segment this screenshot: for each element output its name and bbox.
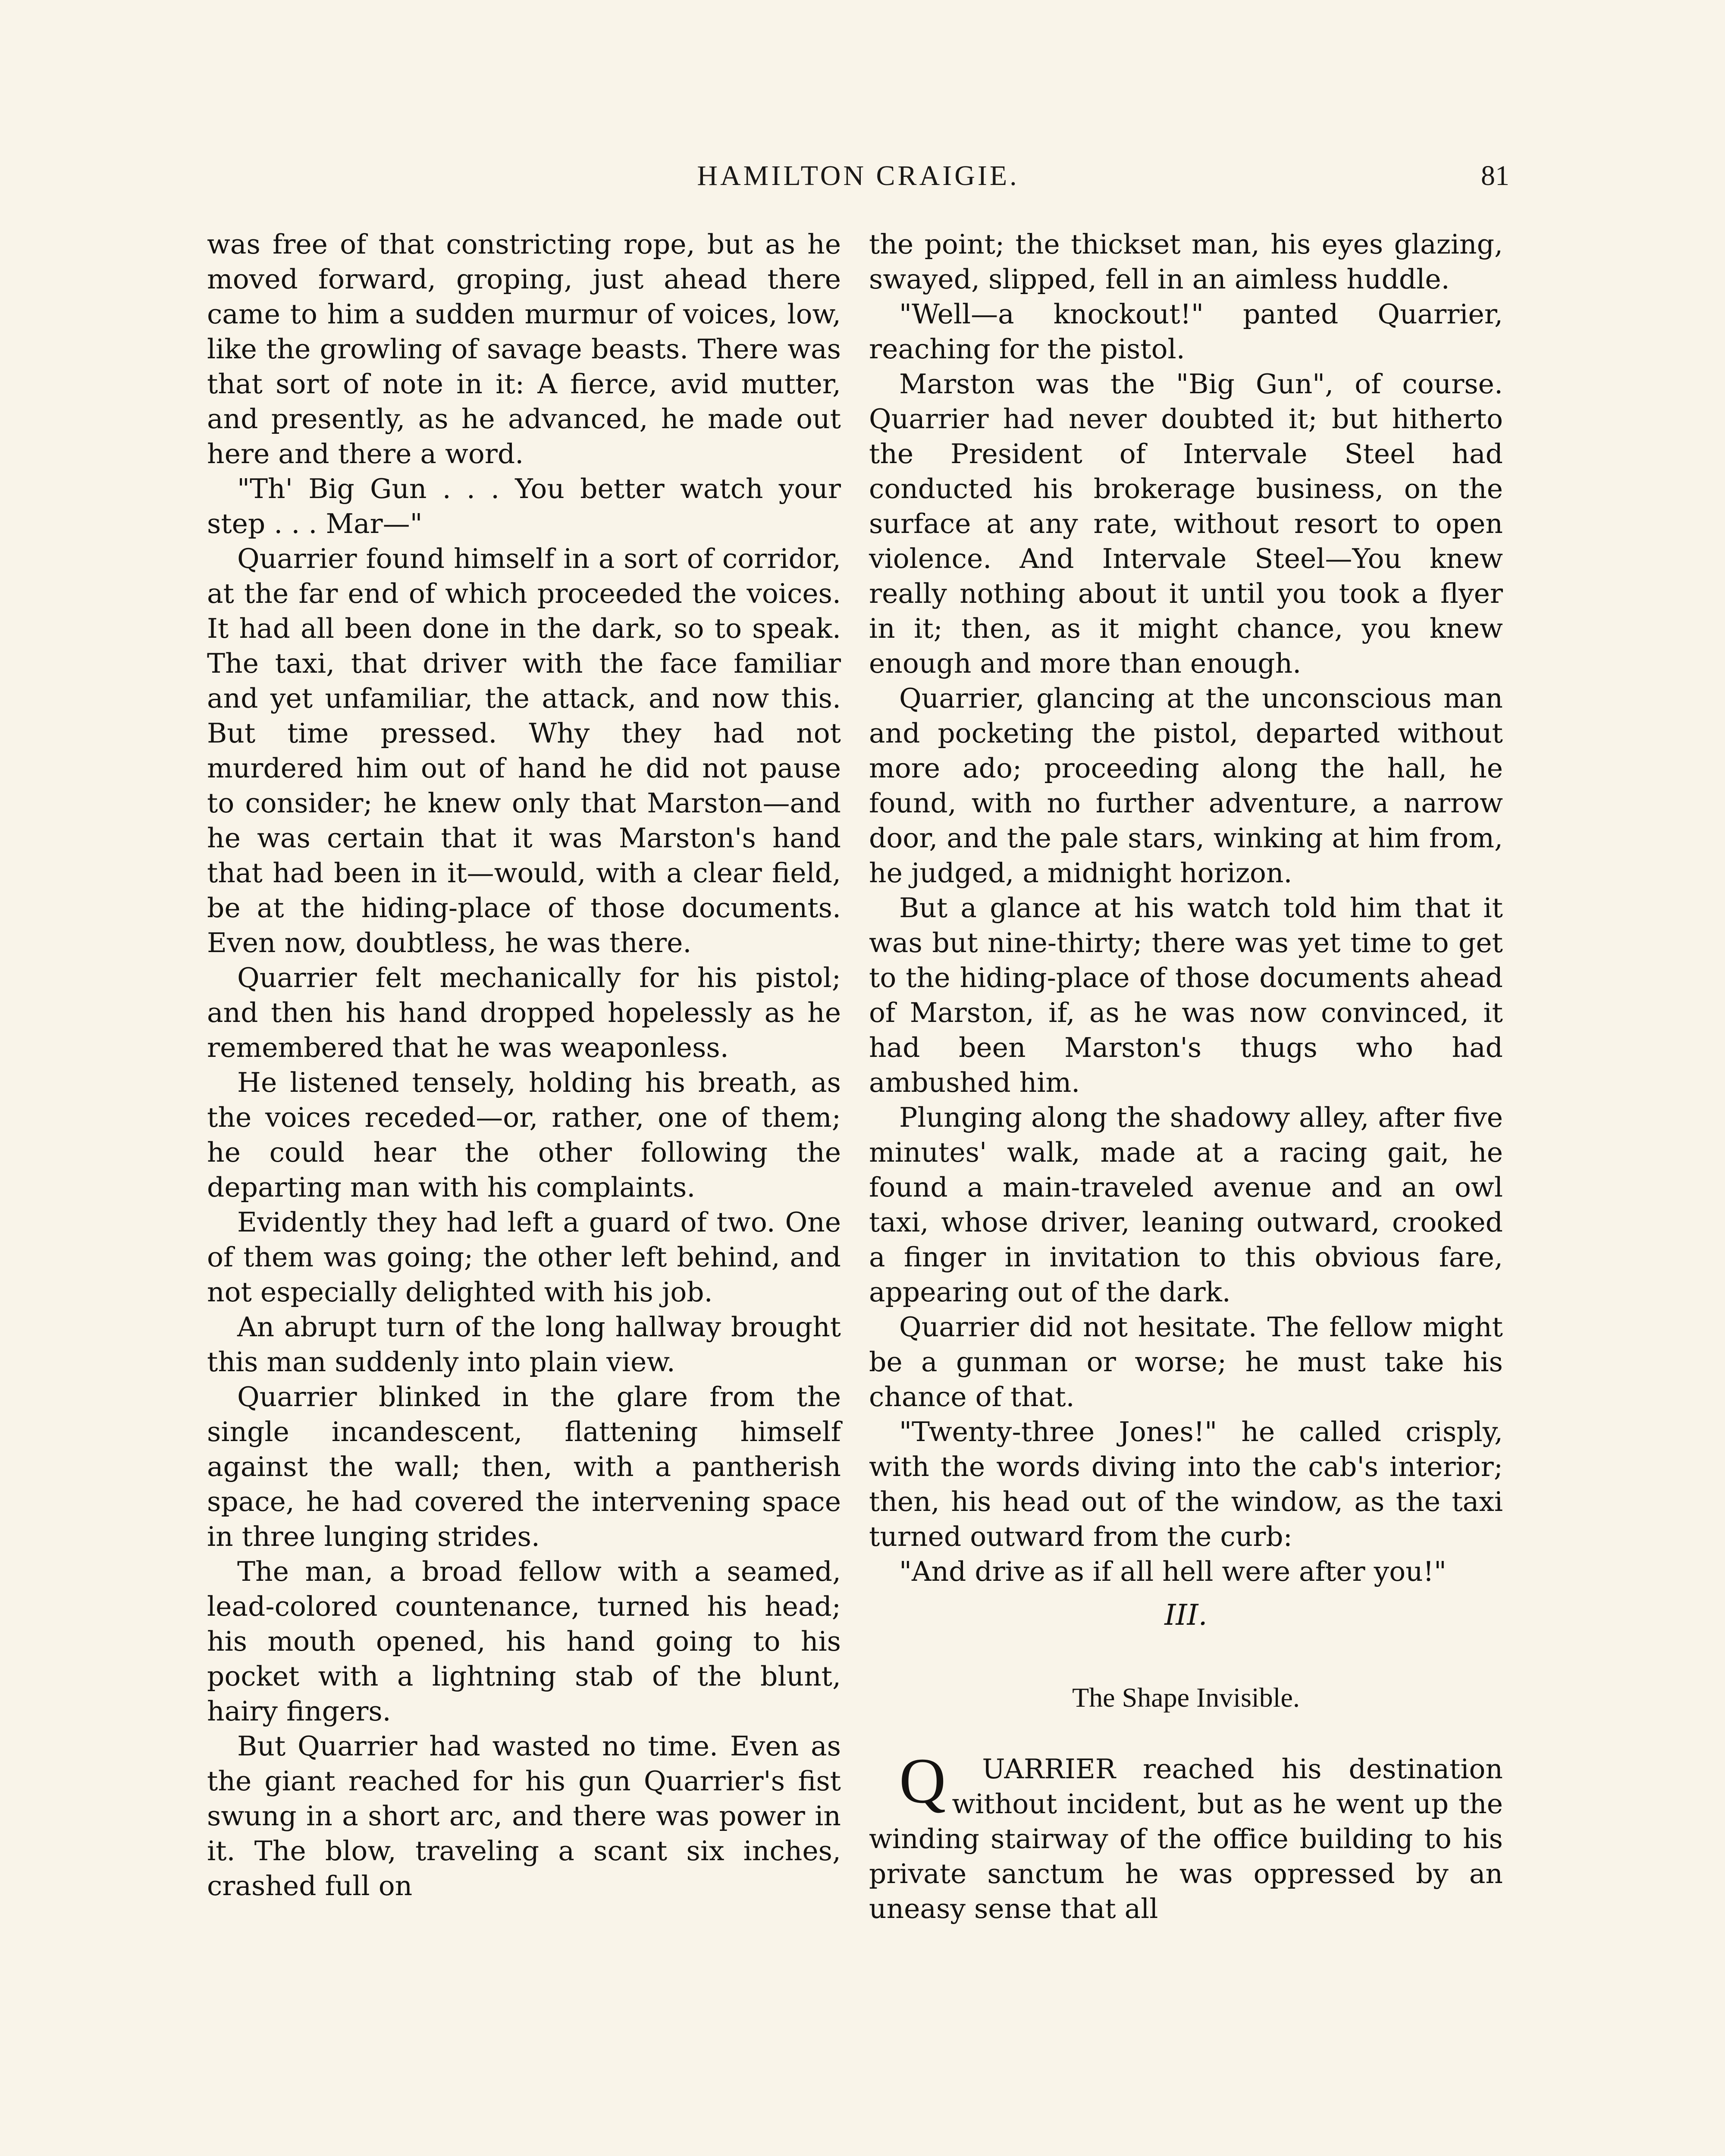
paragraph: Quarrier blinked in the glare from the single incandescent, flattening himself against the wall; then, with a pantherish space, he had covered the intervening space in three lunging strides. <box>207 1381 841 1552</box>
right-column <box>869 227 1503 1926</box>
paragraph: But a glance at his watch told him that it was but nine-thirty; there was yet time to get to the hiding-place of those documents ahead of Marston, if, as he was now convinced, it had been Marston's thugs who had ambushed him. <box>869 892 1503 1098</box>
paragraph: He listened tensely, holding his breath, as the voices receded—or, rather, one of them; he could hear the other following the departing man with his complaints. <box>207 1067 841 1203</box>
paragraph: "Well—a knockout!" panted Quarrier, reaching for the pistol. <box>869 298 1503 365</box>
section-number: III. <box>1164 1598 1208 1632</box>
paragraph: was free of that constricting rope, but as he moved forward, groping, just ahead there came to him a sudden murmur of voices, low, like the growling of savage beasts. There was that sort of note in it: A fierce, avid mutter, and presently, as he advanced, he made out here and there a word. <box>207 229 841 470</box>
paragraph: Quarrier, glancing at the unconscious man and pocketing the pistol, departed without more ado; proceeding along the hall, he found, with no further adventure, a narrow door, and the pale stars, winking at him from, he judged, a midnight horizon. <box>869 683 1503 889</box>
paragraph: The man, a broad fellow with a seamed, lead-colored countenance, turned his head; his mouth opened, his hand going to his pocket with a lightning stab of the blunt, hairy fingers. <box>207 1556 841 1727</box>
paragraph: "Twenty-three Jones!" he called crisply, with the words diving into the cab's interior; then, his head out of the window, as the taxi turned outward from the curb: <box>869 1416 1503 1552</box>
paragraph: "Th' Big Gun . . . You better watch your step . . . Mar—" <box>207 473 841 539</box>
left-column <box>207 227 841 1903</box>
running-head: HAMILTON CRAIGIE. <box>697 160 1019 191</box>
paragraph: "And drive as if all hell were after you!" <box>899 1556 1447 1587</box>
section-title: The Shape Invisible. <box>1072 1682 1300 1713</box>
paragraph: the point; the thickset man, his eyes glazing, swayed, slipped, fell in an aimless huddle. <box>869 229 1503 295</box>
paragraph: Quarrier found himself in a sort of corridor, at the far end of which proceeded the voices. It had all been done in the dark, so to speak. The taxi, that driver with the face familiar and yet unfamiliar, the attack, and now this. But time pressed. Why they had not murdered him out of hand he did not pause to consider; he knew only that Marston—and he was certain that it was Marston's hand that had been in it—would, with a clear field, be at the hiding-place of those documents. Even now, doubtless, he was there. <box>207 543 841 959</box>
lead-paragraph-text: UARRIER reached his destination without incident, but as he went up the winding stairway of the office building to his private sanctum he was oppressed by an uneasy sense that all <box>869 1753 1503 1924</box>
lead-paragraph <box>869 1745 1503 1926</box>
paragraph: Evidently they had left a guard of two. One of them was going; the other left behind, and not especially delighted with his job. <box>207 1206 841 1308</box>
paragraph: But Quarrier had wasted no time. Even as the giant reached for his gun Quarrier's fist swung in a short arc, and there was power in it. The blow, traveling a scant six inches, crashed full on <box>207 1730 841 1902</box>
paragraph: Quarrier did not hesitate. The fellow might be a gunman or worse; he must take his chance of that. <box>869 1311 1503 1413</box>
drop-cap: Q <box>899 1745 946 1817</box>
paragraph: Marston was the "Big Gun", of course. Quarrier had never doubted it; but hitherto the President of Intervale Steel had conducted his brokerage business, on the surface at any rate, without resort to open violence. And Intervale Steel—You knew really nothing about it until you took a flyer in it; then, as it might chance, you knew enough and more than enough. <box>869 368 1503 679</box>
paragraph: Quarrier felt mechanically for his pistol; and then his hand dropped hopelessly as he remembered that he was weaponless. <box>207 962 841 1063</box>
page-header <box>207 142 1509 211</box>
paragraph: Plunging along the shadowy alley, after five minutes' walk, made at a racing gait, he found a main-traveled avenue and an owl taxi, whose driver, leaning outward, crooked a finger in invitation to this obvious fare, appearing out of the dark. <box>869 1102 1503 1308</box>
page-number: 81 <box>1481 160 1509 191</box>
paragraph: An abrupt turn of the long hallway brought this man suddenly into plain view. <box>207 1311 841 1378</box>
